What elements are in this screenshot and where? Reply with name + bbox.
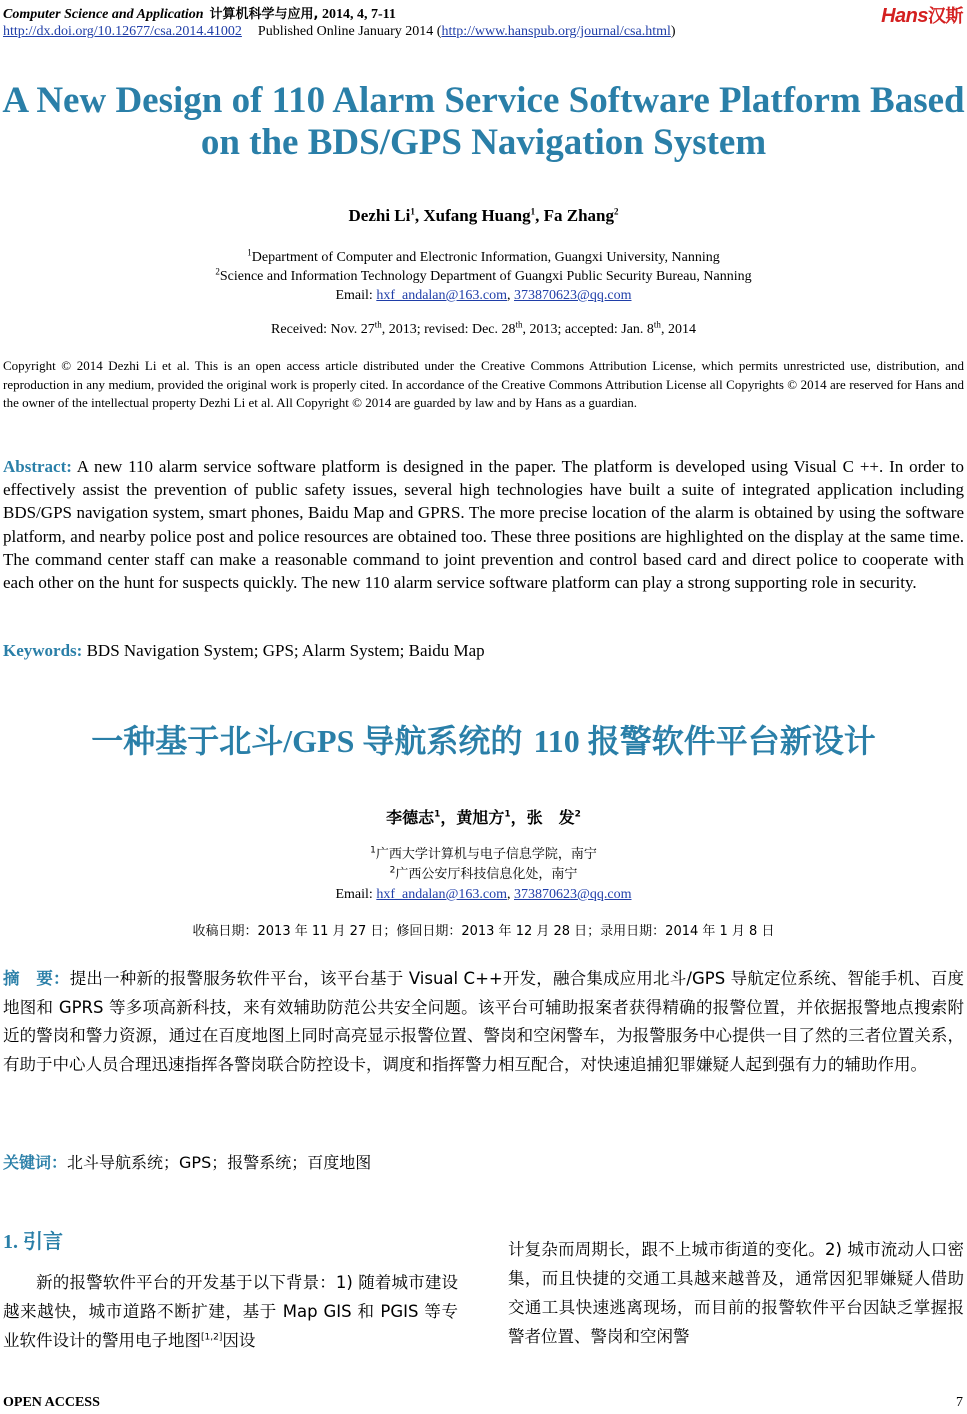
email-label: Email: xyxy=(335,288,377,303)
author-name: Fa Zhang xyxy=(543,206,614,225)
keywords-text: BDS Navigation System; GPS; Alarm System; Baidu Map xyxy=(82,641,485,660)
keywords-en xyxy=(3,641,485,661)
author-affil-sup: 1 xyxy=(434,809,441,820)
affil-text: 广西公安厅科技信息化处，南宁 xyxy=(395,867,578,882)
logo-text-zh: 汉斯 xyxy=(928,6,963,27)
ordinal-sup: th xyxy=(374,319,382,330)
author-name-zh: 张 发 xyxy=(526,808,575,827)
keywords-zh xyxy=(3,1150,371,1173)
keywords-zh-label: 关键词： xyxy=(3,1153,68,1172)
abstract-text: A new 110 alarm service software platform is designed in the paper. The platform is developed using Visual C ++. In order to effectively assist the prevention of public safety issues, several high technologies have built a suite of integrated application including BDS/GPS navigation system, smart phones, Baidu Map and GPRS. The more precise location of the alarm is obtained by using the software platform, and nearby police post and police resources are obtained too. These three positions are highlighted on the display at the same time. The command center staff can make a reasonable command to joint prevention and control based card and direct police to cooperate with each other on the hunt for suspects quickly. The new 110 alarm service software platform can play a strong supporting role in security. xyxy=(3,457,964,593)
affil-text: Science and Information Technology Department of Guangxi Public Security Bureau, Nanning xyxy=(219,269,752,284)
publisher-logo xyxy=(881,2,963,28)
authors-en xyxy=(0,206,967,226)
author-name-zh: 李德志 xyxy=(386,808,435,827)
paper-title-zh xyxy=(0,716,967,762)
logo-text-en: Hans xyxy=(881,5,928,27)
journal-url-link[interactable]: http://www.hanspub.org/journal/csa.html xyxy=(441,24,671,39)
email-line: Email: hxf_andalan@163.com, 373870623@qq.com xyxy=(335,288,632,303)
title-zh-part: /GPS xyxy=(283,723,363,759)
author-name-zh: 黄旭方 xyxy=(456,808,505,827)
ordinal-sup: th xyxy=(515,319,523,330)
section-heading xyxy=(3,1225,63,1254)
section-number: 1. xyxy=(3,1231,23,1253)
author-separator: ， xyxy=(440,808,457,827)
email-label: Email: xyxy=(335,887,377,902)
journal-header xyxy=(3,3,396,23)
received-dates xyxy=(0,320,967,339)
keywords-label: Keywords: xyxy=(3,641,83,660)
citation[interactable]: [1,2] xyxy=(201,1332,223,1343)
email-link[interactable]: 373870623@qq.com xyxy=(514,288,632,303)
author-affil-sup: 2 xyxy=(574,809,581,820)
body-column-left xyxy=(3,1268,458,1355)
affil-text: 广西大学计算机与电子信息学院，南宁 xyxy=(375,847,597,862)
received-text: Received: Nov. 27 xyxy=(271,322,375,337)
copyright-notice: Copyright © 2014 Dezhi Li et al. This is an open access article distributed under the Creative Commons Attribution License, which permits unrestricted use, distribution, and reproduction in any medium, provided the original work is properly cited. In accordance of the Creative Commons Attribution License all Copyrights © 2014 are reserved for Hans and the owner of the intellectual property Dezhi Li et al. All Copyright © 2014 are guarded by law and by Hans as a guardian. xyxy=(3,358,964,411)
email-link[interactable]: 373870623@qq.com xyxy=(514,887,632,902)
affil-sup: 1 xyxy=(370,845,376,856)
keywords-zh-text: 北斗导航系统；GPS；报警系统；百度地图 xyxy=(67,1153,372,1172)
affiliation-zh-1 xyxy=(0,845,967,865)
author-affil-sup: 1 xyxy=(530,206,536,217)
author-name: Xufang Huang xyxy=(423,206,531,225)
affil-sup: 1 xyxy=(247,247,252,258)
abstract-zh-label: 摘 要： xyxy=(3,969,70,988)
section-title: 引言 xyxy=(23,1229,63,1253)
abstract-en xyxy=(3,455,964,594)
published-prefix: Published Online January 2014 ( xyxy=(257,24,442,39)
email-link[interactable]: hxf_andalan@163.com xyxy=(376,288,508,303)
title-zh-part: 导航系统的 xyxy=(362,722,534,760)
page-number: 7 xyxy=(956,1395,963,1410)
revised-text: , 2013; revised: Dec. 28 xyxy=(381,322,516,337)
author-affil-sup: 1 xyxy=(504,809,511,820)
body-text: 因设 xyxy=(222,1331,256,1350)
affiliation-zh-2 xyxy=(0,865,967,885)
affil-sup: 2 xyxy=(215,266,220,277)
body-column-right: 计复杂而周期长，跟不上城市街道的变化。2) 城市流动人口密集，而且快捷的交通工具越来越普及，通常因犯罪嫌疑人借助交通工具快速逃离现场，而目前的报警软件平台因缺乏掌握报警者位置、警岗和空闲警 xyxy=(508,1240,964,1346)
authors-zh xyxy=(0,805,967,828)
doi-link[interactable]: http://dx.doi.org/10.12677/csa.2014.41002 xyxy=(3,24,242,39)
author-affil-sup: 2 xyxy=(613,206,619,217)
journal-name: Computer Science and Application xyxy=(3,7,204,22)
author-separator: ， xyxy=(510,808,527,827)
year-text: , 2014 xyxy=(660,322,696,337)
ordinal-sup: th xyxy=(653,319,661,330)
received-dates-zh: 收稿日期：2013 年 11 月 27 日；修回日期：2013 年 12 月 28 日；录用日期：2014 年 1 月 8 日 xyxy=(192,924,775,939)
author-separator: , xyxy=(535,206,544,225)
title-zh-part: 110 xyxy=(533,723,588,759)
doi-line xyxy=(3,24,676,40)
affil-sup: 2 xyxy=(389,865,396,876)
affiliations-en xyxy=(0,248,967,305)
journal-name-zh: 计算机科学与应用, xyxy=(209,7,319,22)
author-affil-sup: 1 xyxy=(410,206,415,217)
body-text: 新的报警软件平台的开发基于以下背景：1) 随着城市建设越来越快，城市道路不断扩建，基于 Map GIS 和 PGIS 等专业软件设计的警用电子地图 xyxy=(3,1273,458,1350)
abstract-label: Abstract: xyxy=(3,457,72,476)
paper-title-en: A New Design of 110 Alarm Service Software Platform Based on the BDS/GPS Navigation System xyxy=(2,80,965,163)
open-access-label: OPEN ACCESS xyxy=(3,1395,100,1410)
accepted-text: , 2013; accepted: Jan. 8 xyxy=(522,322,654,337)
abstract-zh xyxy=(3,965,964,1079)
title-zh-part: 报警软件平台新设计 xyxy=(587,722,876,760)
affil-text: Department of Computer and Electronic Information, Guangxi University, Nanning xyxy=(251,250,720,265)
title-zh-part: 一种基于北斗 xyxy=(91,722,284,760)
author-separator: , xyxy=(414,206,424,225)
journal-volume: 2014, 4, 7-11 xyxy=(322,7,396,22)
abstract-zh-text: 提出一种新的报警服务软件平台，该平台基于 Visual C++开发，融合集成应用北斗/GPS 导航定位系统、智能手机、百度地图和 GPRS 等多项高新科技，来有效辅助防范公共安全问题。该平台可辅助报案者获得精确的报警位置，并依据报警地点搜索附近的警岗和警力资源，通过在百度地图上同时高亮显示报警位置、警岗和空闲警车，为报警服务中心提供一目了然的三者位置关系，有助于中心人员合理迅速指挥各警岗联合防控设卡，调度和指挥警力相互配合，对快速追捕犯罪嫌疑人起到强有力的辅助作用。 xyxy=(3,969,965,1074)
affiliation-1 xyxy=(0,248,967,267)
email-line-zh: Email: hxf_andalan@163.com, 373870623@qq.com xyxy=(335,887,632,902)
email-link[interactable]: hxf_andalan@163.com xyxy=(376,887,508,902)
affiliations-zh xyxy=(0,845,967,905)
published-suffix: ) xyxy=(670,24,676,39)
author-name: Dezhi Li xyxy=(348,206,411,225)
affiliation-2 xyxy=(0,267,967,286)
